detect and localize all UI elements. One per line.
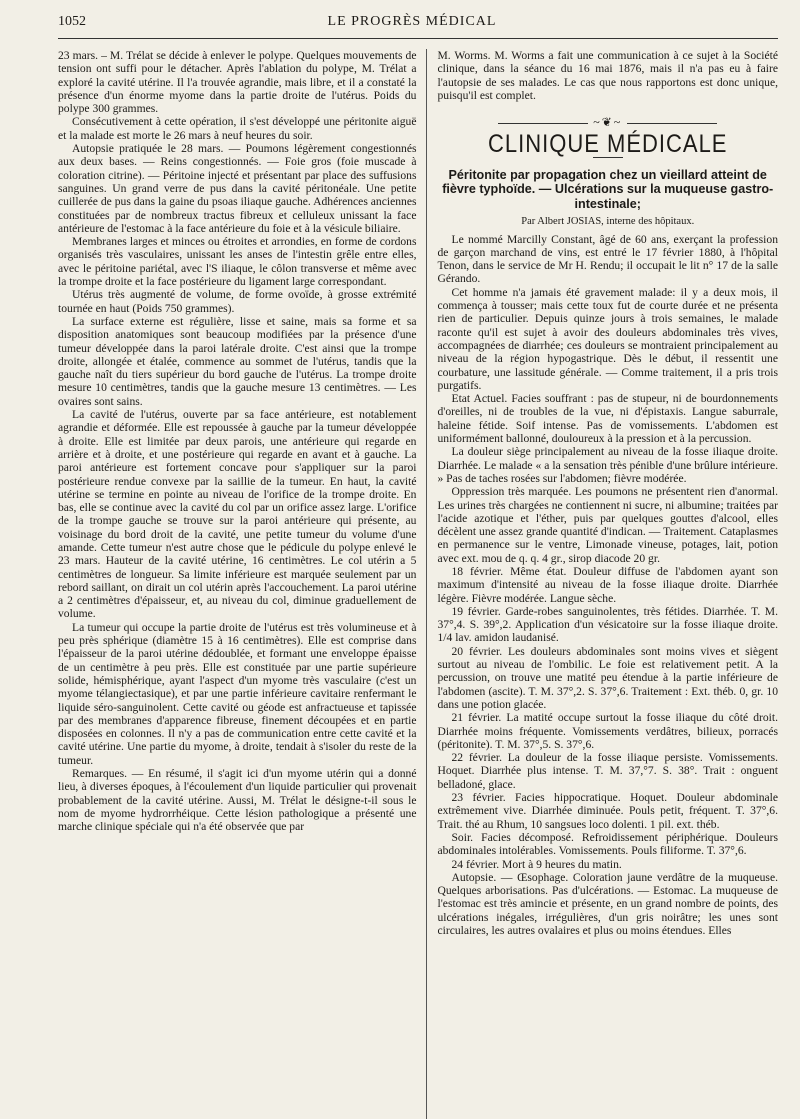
- paragraph: Utérus très augmenté de volume, de forme ovoïde, à grosse extrémité tournée en haut (Poids 750 grammes).: [58, 288, 417, 315]
- paragraph: 22 février. La douleur de la fosse iliaque persiste. Vomissements. Hoquet. Diarrhée plus intense. T. M. 37,°7. S. 38°. Trait : onguent belladoné, glace.: [437, 751, 778, 791]
- paragraph: Oppression très marquée. Les poumons ne présentent rien d'anormal. Les urines très chargées ne contiennent ni sucre, ni albumine; traitées par l'acide azotique et l'éther, puis par quelques gouttes d'alcool, elles décèlent une assez grande quantité d'indican. — Traitement. Cataplasmes en permanence sur le ventre, Limonade vineuse, potages, lait, potion avec ext. mou de q. q. 4 gr., sirop diacode 20 gr.: [437, 485, 778, 565]
- paragraph: Membranes larges et minces ou étroites et arrondies, en forme de cordons organisés très vasculaires, unissant les anses de l'intestin grêle entre elles, avec le péritoine pariétal, avec l'S iliaque, le côlon transverse et même avec la trompe droite et la face postérieure du ligament large correspondant.: [58, 235, 417, 289]
- right-column: [433, 49, 778, 1119]
- paragraph: La cavité de l'utérus, ouverte par sa face antérieure, est notablement agrandie et déformée. Elle est repoussée à gauche par la tumeur développée à droite. Elle est limitée par deux parois, une antérieure qui regarde en arrière et à droite, et une postérieure qui regarde en avant et à gauche. La paroi antérieure est fortement concave pour s'appliquer sur la paroi postérieure rendue convexe par la saillie de la tumeur. En haut, la cavité utérine se termine en pointe au niveau de l'orifice de la trompe droite. En bas, elle se continue avec la cavité du col par un orifice assez large. L'orifice de la trompe gauche se trouve sur la paroi antérieure qui présente, au voisinage du bord droit de la cavité, une petite tumeur du volume d'une amande. Cette tumeur n'est autre chose que le pédicule du polype enlevé le 23 mars. Hauteur de la cavité utérine, 16 centimètres. Le col utérin a 5 centimètres de longueur. Sa limite inférieure est marquée seulement par un rebord saillant, on dirait un col utérin après l'accouchement. La paroi utérine a 2 centimètres d'épaisseur, et, au niveau du col, diminue graduellement de volume.: [58, 408, 417, 621]
- paragraph: Autopsie. — Œsophage. Coloration jaune verdâtre de la muqueuse. Quelques arborisations. Pas d'ulcérations. — Estomac. La muqueuse de l'estomac est très amincie et présente, en un grand nombre de points, des ulcérations inégales, irrégulières, d'un gris noirâtre; les unes sont circulaires, les autres ovalaires et plus ou moins étendues. Elles: [437, 870, 778, 938]
- page-header: [58, 14, 778, 39]
- intro-paragraph: M. Worms. M. Worms a fait une communication à ce sujet à la Société clinique, dans la séance du 16 mai 1876, mais il n'a pas eu à faire l'autopsie de ses malades. Le cas que nous rapportons est donc unique, puisqu'il est complet.: [437, 49, 778, 102]
- paragraph: La tumeur qui occupe la partie droite de l'utérus est très volumineuse et à peu près sphérique (diamètre 15 à 16 centimètres). Elle est comprise dans l'épaisseur de la paroi utérine dédoublée, et formant une enveloppe épaisse de un centimètre à peu près. Elle est constituée par une partie supérieure solide, hémisphérique, ayant l'aspect d'un myome très vasculaire (c'est un myome télangiectasique), et par une partie inférieure cavitaire renfermant le liquide séro-sanguinolent. Cette cavité ou géode est anfractueuse et tapissée par des membranes d'apparence fibreuse, finement découpées et en partie disposées en colonnes. Il n'y a pas de communication entre cette cavité et la cavité utérine. Une partie du myome, à droite, tendait à s'isoler du reste de la tumeur.: [58, 620, 417, 767]
- paragraph: Remarques. — En résumé, il s'agit ici d'un myome utérin qui a donné lieu, à diverses époques, à l'écoulement d'un liquide particulier qui provenait probablement de la cavité utérine. Aussi, M. Trélat le désigne-t-il sous le nom de myome hydrorrhéique. Cette lésion pathologique a présenté une marche clinique spéciale qui n'a été observée que par: [58, 767, 417, 834]
- byline: Par Albert JOSIAS, interne des hôpitaux.: [521, 216, 695, 228]
- running-title: LE PROGRÈS MÉDICAL: [327, 14, 497, 29]
- paragraph: Soir. Facies décomposé. Refroidissement périphérique. Douleurs abdominales intolérables. Vomissements. Pouls filiforme. T. 37°,6.: [437, 830, 778, 858]
- paragraph: 21 février. La matité occupe surtout la fosse iliaque du côté droit. Diarrhée moins fréquente. Vomissements verdâtres, bilieux, porracés (péritonite). T. M. 37°,5. S. 37°,6.: [437, 711, 778, 751]
- page-number: 1052: [58, 14, 86, 29]
- left-column: [58, 49, 422, 1119]
- paragraph: 20 février. Les douleurs abdominales sont moins vives et siègent surtout au niveau de l'ombilic. Le foie est relativement petit. A la percussion, on trouve une matité peu étendue à la partie inférieure de l'abdomen (ascite). T. M. 37°,2. S. 37°,6. Traitement : Ext. théb. 0, gr. 10 dans une potion glacée.: [437, 644, 778, 711]
- article-title: Péritonite par propagation chez un vieillard atteint de fièvre typhoïde. — Ulcérations sur la muqueuse gastro-intestinale;: [442, 167, 774, 211]
- column-divider: [426, 49, 427, 1119]
- paragraph: Autopsie pratiquée le 28 mars. — Poumons légèrement congestionnés aux deux bases. — Reins congestionnés. — Foie gros (foie muscade à coloration citrine). — Péritoine injecté et présentant par place des suffusions sanguines. Un grand verre de pus dans la cavité péritonéale. Une petite cuillerée de pus dans la gaine du psoas iliaque gauche. Adhérences anciennes constituées par de nombreux tractus fibreux et celluleux unissant la face antérieure de l'estomac à la face antérieure du foie et à la vésicule biliaire.: [58, 142, 417, 235]
- paragraph: Consécutivement à cette opération, il s'est développé une péritonite aiguë et la malade est morte le 26 mars à neuf heures du soir.: [58, 115, 417, 142]
- text-columns: [58, 49, 778, 1119]
- paragraph: 24 février. Mort à 9 heures du matin.: [451, 857, 622, 871]
- section-title: CLINIQUE MÉDICALE: [487, 129, 728, 159]
- paragraph: La douleur siège principalement au niveau de la fosse iliaque droite. Diarrhée. Le malade « a la sensation très pénible d'une brûlure intérieure. » Pas de taches rosées sur l'abdomen; fièvre modérée.: [437, 445, 778, 485]
- paragraph: Cet homme n'a jamais été gravement malade: il y a deux mois, il commença à tousser; mais cette toux fut de courte durée et ne présenta rien de particulier. Depuis quinze jours à trois semaines, le malade raconte qu'il est sujet à avoir des douleurs abdominales très vives, accompagnées de diarrhée; ces douleurs se montraient principalement au niveau de la région hypogastrique. Dès le début, il ressentit une courbature, une lassitude générale. — Comme traitement, il a pris trois purgatifs.: [437, 285, 778, 392]
- ornament-divider: ~❦~: [437, 116, 778, 129]
- paragraph: 19 février. Garde-robes sanguinolentes, très fétides. Diarrhée. T. M. 37°,4. S. 39°,2. Application d'un vésicatoire sur la fosse iliaque droite. 1/4 lav. amidon laudanisé.: [437, 604, 778, 645]
- paragraph: La surface externe est régulière, lisse et saine, mais sa forme et sa disposition anatomiques sont beaucoup modifiées par la présence d'une tumeur développée dans la paroi latérale droite. C'est ainsi que la trompe droite, allongée et étalée, commence au sommet de l'utérus, tandis que la gauche naît du tiers supérieur du bord gauche de l'utérus. La trompe droite mesure 10 centimètres, tandis que la gauche mesure 13 centimètres. — Les ovaires sont sains.: [58, 314, 417, 408]
- paragraph: 23 mars. – M. Trélat se décide à enlever le polype. Quelques mouvements de tension ont suffi pour le détacher. Après l'ablation du polype, M. Trélat a exploré la cavité utérine. Il l'a trouvée agrandie, mais libre, et il a constaté la présence d'un énorme myome dans la partie droite de l'utérus. Poids du polype 300 grammes.: [58, 49, 417, 116]
- paragraph: Le nommé Marcilly Constant, âgé de 60 ans, exerçant la profession de garçon marchand de vins, est entré le 17 février 1880, à l'hôpital Tenon, dans le service de Mr H. Rendu; il occupait le lit n° 17 de la salle Gérando.: [437, 232, 778, 286]
- paragraph: 23 février. Facies hippocratique. Hoquet. Douleur abdominale extrêmement vive. Diarrhée diminuée. Pouls petit, fréquent. T. 37°,6. Trait. thé au Rhum, 10 sangsues loco dolenti. 1 pil. ext. théb.: [437, 791, 778, 831]
- paragraph: 18 février. Même état. Douleur diffuse de l'abdomen ayant son maximum d'intensité au niveau de la fosse iliaque droite. Diarrhée légère. Fièvre modérée. Langue sèche.: [437, 565, 778, 605]
- paragraph: Etat Actuel. Facies souffrant : pas de stupeur, ni de bourdonnements d'oreilles, ni de troubles de la vue, ni d'épistaxis. Langue saburrale, haleine fétide. Soif intense. Pas de vomissements. L'abdomen est uniformément ballonné, douloureux à la pression et à la percussion.: [437, 392, 778, 446]
